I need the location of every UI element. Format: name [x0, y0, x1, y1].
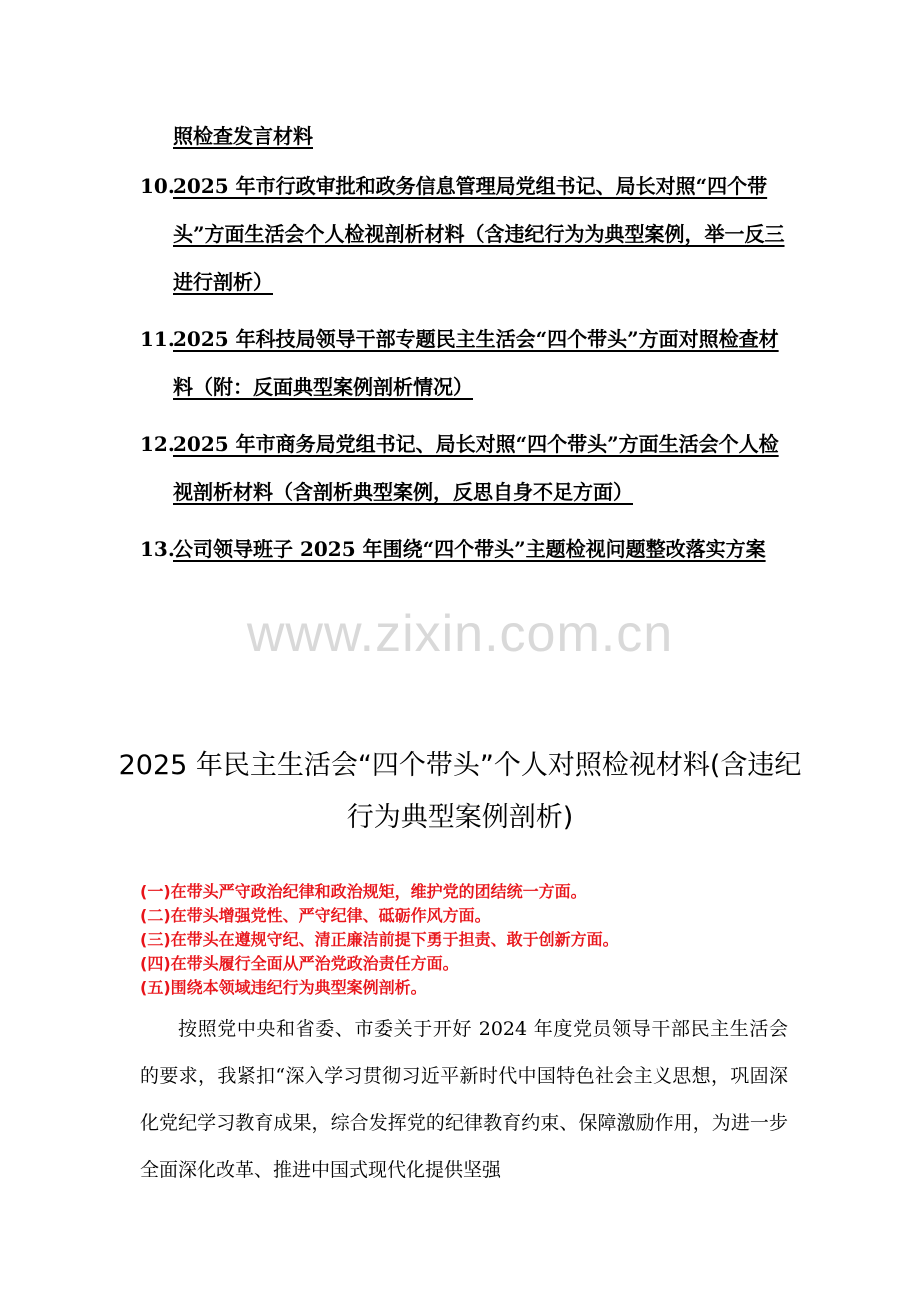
body-paragraph: 按照党中央和省委、市委关于开好 2024 年度党员领导干部民主生活会的要求，我紧扣“深入学习贯彻习近平新时代中国特色社会主义思想，巩固深化党纪学习教育成果，综合发挥党的纪律教育约束、保障激励作用，为进一步全面深化改革、推进中国式现代化提供坚强: [140, 1018, 788, 1181]
toc-link[interactable]: 2025 年市行政审批和政务信息管理局党组书记、局长对照“四个带头”方面生活会个人检视剖析材料（含违纪行为为典型案例，举一反三进行剖析）: [173, 174, 785, 294]
section-heading-4: (四)在带头履行全面从严治党政治责任方面。: [140, 954, 459, 973]
section-heading-3: (三)在带头在遵规守纪、清正廉洁前提下勇于担责、敢于创新方面。: [140, 930, 619, 949]
toc-number: 11.: [140, 327, 175, 351]
toc-link[interactable]: 2025 年市商务局党组书记、局长对照“四个带头”方面生活会个人检视剖析材料（含剖析典型案例，反思自身不足方面）: [173, 432, 779, 504]
section-heading-5: (五)围绕本领域违纪行为典型案例剖析。: [140, 978, 427, 997]
toc-item-13[interactable]: [140, 525, 790, 573]
section-heading-2: (二)在带头增强党性、严守纪律、砥砺作风方面。: [140, 906, 491, 925]
toc-number: [140, 112, 173, 160]
toc-item-10[interactable]: [140, 162, 790, 306]
table-of-contents: [140, 112, 790, 582]
toc-item-11[interactable]: [140, 315, 790, 411]
watermark: www.zixin.com.cn: [246, 605, 674, 663]
toc-item-continuation[interactable]: [140, 112, 790, 160]
toc-link[interactable]: 2025 年科技局领导干部专题民主生活会“四个带头”方面对照检查材料（附：反面典型案例剖析情况）: [173, 327, 779, 399]
toc-link[interactable]: 照检查发言材料: [173, 124, 313, 148]
toc-number: 13.: [140, 537, 175, 561]
toc-item-12[interactable]: [140, 420, 790, 516]
toc-link[interactable]: 公司领导班子 2025 年围绕“四个带头”主题检视问题整改落实方案: [173, 537, 766, 561]
document-title: 2025 年民主生活会“四个带头”个人对照检视材料(含违纪行为典型案例剖析): [118, 750, 802, 833]
section-outline: [140, 880, 800, 1000]
section-heading-1: (一)在带头严守政治纪律和政治规矩，维护党的团结统一方面。: [140, 882, 587, 901]
toc-number: 10.: [140, 174, 175, 198]
toc-number: 12.: [140, 432, 175, 456]
